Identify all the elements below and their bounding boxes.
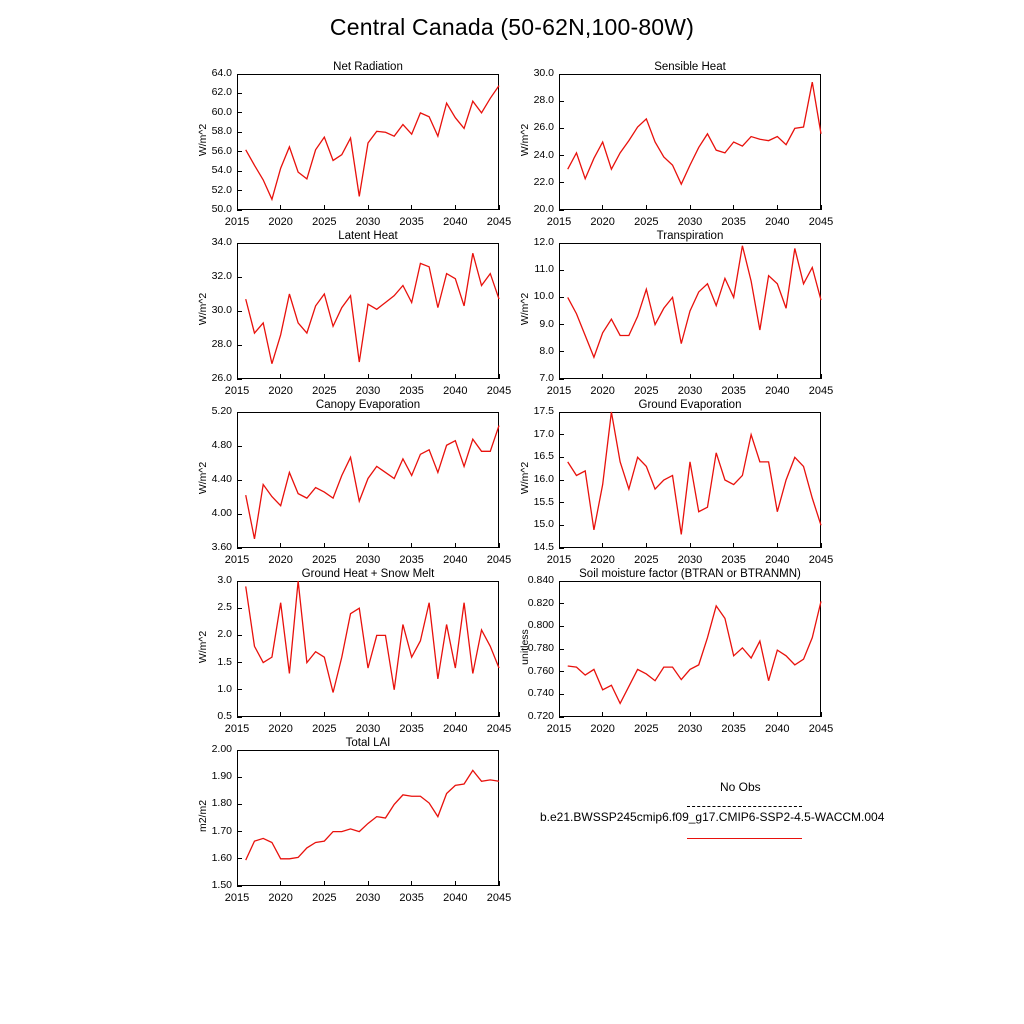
x-tick-label: 2045 <box>486 385 512 397</box>
y-tick-label: 2.5 <box>217 601 232 614</box>
legend-model-swatch <box>687 838 802 839</box>
x-tick-label: 2025 <box>312 385 337 397</box>
y-tick-label: 0.820 <box>527 596 554 609</box>
y-tick-label: 4.00 <box>211 507 232 519</box>
y-tick-label: 16.0 <box>533 473 554 485</box>
y-tick-label: 1.60 <box>211 851 232 864</box>
y-axis-label: W/m^2 <box>197 123 209 157</box>
y-tick-label: 12.0 <box>533 236 554 248</box>
x-tick-label: 2040 <box>443 385 468 397</box>
y-axis-label: unitless <box>519 629 531 665</box>
x-tick-label: 2035 <box>399 216 424 228</box>
x-tick-label: 2015 <box>224 723 250 735</box>
x-tick-label: 2040 <box>443 892 468 904</box>
y-tick-label: 58.0 <box>211 125 232 138</box>
x-tick-label: 2015 <box>546 216 572 228</box>
series-layer <box>559 412 821 548</box>
data-series-line <box>246 770 499 860</box>
y-tick-label: 16.5 <box>533 450 554 463</box>
y-tick-label: 15.0 <box>533 518 554 531</box>
y-tick-label: 9.0 <box>539 317 554 330</box>
y-tick-label: 0.720 <box>527 710 554 722</box>
x-tick-label: 2035 <box>721 723 746 735</box>
y-tick-label: 56.0 <box>211 144 232 157</box>
x-tick-label: 2015 <box>546 723 572 735</box>
y-tick-label: 20.0 <box>533 203 554 215</box>
y-tick-label: 54.0 <box>211 164 232 177</box>
series-layer <box>559 74 821 210</box>
x-tick-label: 2030 <box>355 892 381 904</box>
x-tick-label: 2035 <box>721 385 746 397</box>
x-tick-label: 2030 <box>677 385 703 397</box>
y-axis-label: W/m^2 <box>519 292 531 326</box>
data-series-line <box>568 601 821 703</box>
data-series-line <box>568 246 821 358</box>
x-tick-label: 2040 <box>443 723 468 735</box>
chart-title: Latent Heat <box>338 230 398 242</box>
y-tick-label: 50.0 <box>211 203 232 215</box>
data-series-line <box>246 426 499 539</box>
x-tick-label: 2030 <box>355 723 381 735</box>
x-tick-label: 2035 <box>399 385 424 397</box>
x-tick-label: 2025 <box>634 723 659 735</box>
y-tick-label: 1.80 <box>211 797 232 810</box>
x-tick-label: 2020 <box>590 216 615 228</box>
x-tick-label: 2040 <box>765 385 790 397</box>
chart-title: Transpiration <box>656 230 724 242</box>
y-tick-label: 2.0 <box>217 628 232 641</box>
chart-title: Ground Heat + Snow Melt <box>301 568 435 580</box>
x-tick-label: 2030 <box>355 216 381 228</box>
chart-panel <box>197 568 512 735</box>
series-layer <box>237 243 499 379</box>
chart-panel <box>197 737 512 904</box>
x-tick-label: 2045 <box>486 216 512 228</box>
y-axis-label: W/m^2 <box>197 292 209 326</box>
chart-title: Sensible Heat <box>654 61 726 73</box>
y-tick-label: 14.5 <box>533 541 554 553</box>
x-tick-label: 2040 <box>443 216 468 228</box>
series-layer <box>237 74 499 210</box>
y-tick-label: 26.0 <box>533 121 554 134</box>
chart-title: Total LAI <box>345 737 391 749</box>
y-tick-label: 34.0 <box>211 236 232 248</box>
x-tick-label: 2040 <box>765 554 790 566</box>
series-layer <box>237 412 499 548</box>
x-tick-label: 2040 <box>443 554 468 566</box>
x-tick-label: 2040 <box>765 723 790 735</box>
x-tick-label: 2025 <box>634 216 659 228</box>
y-tick-label: 17.0 <box>533 427 554 440</box>
y-axis-label: m2/m2 <box>197 799 209 833</box>
x-tick-label: 2030 <box>677 554 703 566</box>
y-tick-label: 0.840 <box>527 574 554 586</box>
x-tick-label: 2045 <box>486 723 512 735</box>
x-tick-label: 2020 <box>590 723 615 735</box>
chart-panel <box>519 568 834 735</box>
y-tick-label: 4.40 <box>211 473 232 485</box>
y-tick-label: 0.760 <box>527 664 554 677</box>
data-series-line <box>568 82 821 184</box>
y-tick-label: 1.70 <box>211 824 232 837</box>
y-tick-label: 0.780 <box>527 642 554 654</box>
y-tick-label: 62.0 <box>211 86 232 99</box>
y-tick-label: 0.740 <box>527 687 554 700</box>
y-tick-label: 8.0 <box>539 344 554 357</box>
y-axis-label: W/m^2 <box>197 630 209 664</box>
x-tick-label: 2015 <box>224 892 250 904</box>
series-layer <box>237 750 499 886</box>
chart-panel <box>197 230 512 397</box>
y-tick-label: 22.0 <box>533 175 554 188</box>
x-tick-label: 2045 <box>486 892 512 904</box>
x-tick-label: 2025 <box>312 892 337 904</box>
x-tick-label: 2030 <box>677 216 703 228</box>
data-series-line <box>246 581 499 693</box>
chart-title: Canopy Evaporation <box>315 399 421 411</box>
x-tick-label: 2015 <box>224 385 250 397</box>
data-series-line <box>246 86 499 200</box>
x-tick-label: 2035 <box>399 723 424 735</box>
chart-panel <box>519 399 834 566</box>
y-tick-label: 30.0 <box>211 304 232 316</box>
x-tick-label: 2045 <box>808 385 834 397</box>
x-tick-label: 2030 <box>355 385 381 397</box>
y-axis-label: W/m^2 <box>519 123 531 157</box>
series-layer <box>559 581 821 717</box>
x-tick-label: 2045 <box>486 554 512 566</box>
x-tick-label: 2015 <box>224 554 250 566</box>
y-tick-label: 1.50 <box>211 879 232 891</box>
y-tick-label: 0.5 <box>217 710 232 722</box>
x-tick-label: 2020 <box>268 216 293 228</box>
x-tick-label: 2045 <box>808 554 834 566</box>
y-tick-label: 28.0 <box>211 338 232 350</box>
x-tick-label: 2020 <box>268 554 293 566</box>
x-tick-label: 2015 <box>546 385 572 397</box>
data-series-line <box>568 412 821 534</box>
y-tick-label: 64.0 <box>211 67 232 79</box>
legend-obs-swatch <box>687 806 802 807</box>
x-tick-label: 2035 <box>721 554 746 566</box>
y-tick-label: 60.0 <box>211 105 232 118</box>
legend-model-label: b.e21.BWSSP245cmip6.f09_g17.CMIP6-SSP2-4.5-WACCM.004 <box>540 810 885 824</box>
y-tick-label: 28.0 <box>533 94 554 107</box>
y-axis-label: W/m^2 <box>197 461 209 495</box>
y-tick-label: 11.0 <box>534 263 554 276</box>
x-tick-label: 2035 <box>399 554 424 566</box>
y-tick-label: 2.00 <box>211 743 232 755</box>
y-tick-label: 26.0 <box>211 372 232 384</box>
chart-title: Soil moisture factor (BTRAN or BTRANMN) <box>579 568 801 580</box>
chart-title: Net Radiation <box>333 61 403 73</box>
chart-panel <box>519 61 834 228</box>
x-tick-label: 2020 <box>268 723 293 735</box>
chart-panel <box>197 399 512 566</box>
x-tick-label: 2045 <box>808 216 834 228</box>
x-tick-label: 2025 <box>312 216 337 228</box>
y-tick-label: 15.5 <box>533 495 554 508</box>
y-tick-label: 0.800 <box>527 619 554 632</box>
x-tick-label: 2025 <box>634 554 659 566</box>
y-tick-label: 3.60 <box>211 541 232 553</box>
y-tick-label: 17.5 <box>533 405 554 417</box>
y-tick-label: 1.90 <box>211 770 232 783</box>
y-tick-label: 30.0 <box>533 67 554 79</box>
y-tick-label: 1.5 <box>217 655 232 668</box>
x-tick-label: 2025 <box>312 554 337 566</box>
x-tick-label: 2020 <box>268 385 293 397</box>
y-tick-label: 10.0 <box>533 290 554 303</box>
y-tick-label: 52.0 <box>211 183 232 196</box>
series-layer <box>559 243 821 379</box>
x-tick-label: 2030 <box>355 554 381 566</box>
chart-title: Ground Evaporation <box>638 399 742 411</box>
chart-panel <box>197 61 512 228</box>
chart-panel <box>519 230 834 397</box>
x-tick-label: 2015 <box>224 216 250 228</box>
x-tick-label: 2040 <box>765 216 790 228</box>
y-tick-label: 1.0 <box>217 682 232 695</box>
x-tick-label: 2035 <box>721 216 746 228</box>
x-tick-label: 2020 <box>268 892 293 904</box>
y-tick-label: 24.0 <box>533 148 554 161</box>
legend-obs-label: No Obs <box>720 780 761 794</box>
page-title: Central Canada (50-62N,100-80W) <box>329 14 695 40</box>
x-tick-label: 2025 <box>634 385 659 397</box>
y-tick-label: 4.80 <box>211 439 232 451</box>
x-tick-label: 2030 <box>677 723 703 735</box>
x-tick-label: 2015 <box>546 554 572 566</box>
y-axis-label: W/m^2 <box>519 461 531 495</box>
x-tick-label: 2025 <box>312 723 337 735</box>
series-layer <box>237 581 499 717</box>
y-tick-label: 7.0 <box>539 372 554 384</box>
x-tick-label: 2020 <box>590 554 615 566</box>
x-tick-label: 2035 <box>399 892 424 904</box>
y-tick-label: 5.20 <box>211 405 232 417</box>
x-tick-label: 2045 <box>808 723 834 735</box>
data-series-line <box>246 253 499 364</box>
x-tick-label: 2020 <box>590 385 615 397</box>
y-tick-label: 32.0 <box>211 270 232 282</box>
legend <box>540 780 960 830</box>
y-tick-label: 3.0 <box>217 574 232 586</box>
